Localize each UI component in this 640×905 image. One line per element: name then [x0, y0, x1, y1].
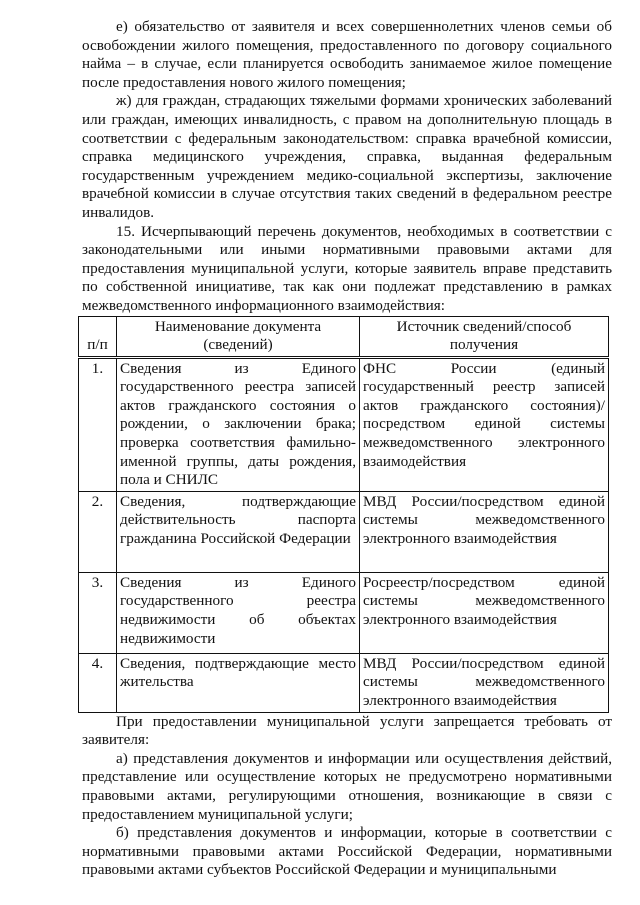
table-header-row — [79, 316, 609, 357]
header-source: Источник сведений/способ получения — [360, 316, 609, 357]
table-row — [79, 653, 609, 712]
paragraph-a: а) представления документов и информации или осуществления действий, представление или осуществление которых не предусмотрено нормативными правовыми актами, регулирующими отношения, возникающие в связи с предоставлением муниципальной услуги; — [82, 749, 612, 823]
row-number: 3. — [79, 572, 117, 653]
row-document: Сведения, подтверждающие действительность паспорта гражданина Российской Федерации — [117, 491, 360, 572]
row-document: Сведения из Единого государственного реестра недвижимости об объектах недвижимости — [117, 572, 360, 653]
paragraph-b: б) представления документов и информации, которые в соответствии с нормативными правовыми актами Российской Федерации, нормативными правовыми актами субъектов Российской Федерации и муниципальными — [82, 824, 612, 879]
paragraph-15: 15. Исчерпывающий перечень документов, необходимых в соответствии с законодательными или иными нормативными правовыми актами для предоставления муниципальной услуги, которые заявитель вправе представить по собственной инициативе, так как они подлежат представлению в рамках межведомственного информационного взаимодействия: — [82, 222, 612, 314]
paragraph-zh: ж) для граждан, страдающих тяжелыми формами хронических заболеваний или граждан, имеющих инвалидность, с правом на дополнительную площадь в соответствии с федеральным законодательством: справка врачебной комиссии, справка медицинского учреждения, справка, выданная федеральным государственным учреждением медико-социальной экспертизы, заключение врачебной комиссии в случае отсутствия таких сведений в федеральном реестре инвалидов. — [82, 92, 612, 221]
row-document: Сведения из Единого государственного реестра записей актов гражданского состояния о рождении, о заключении брака; проверка соответствия фамильно-именной группы, даты рождения, пола и СНИЛС — [117, 357, 360, 491]
table-row — [79, 357, 609, 491]
table-row — [79, 572, 609, 653]
row-document: Сведения, подтверждающие место жительства — [117, 653, 360, 712]
paragraph-e: е) обязательство от заявителя и всех совершеннолетних членов семьи об освобождении жилого помещения, предоставленного по договору социального найма – в случае, если планируется освободить занимаемое жилое помещение после предоставления нового жилого помещения; — [82, 18, 612, 91]
table-row — [79, 491, 609, 572]
row-number: 4. — [79, 653, 117, 712]
row-number: 2. — [79, 491, 117, 572]
header-number: п/п — [79, 316, 117, 357]
row-source: МВД России/посредством единой системы межведомственного электронного взаимодействия — [360, 491, 609, 572]
row-number: 1. — [79, 357, 117, 491]
row-source: МВД России/посредством единой системы межведомственного электронного взаимодействия — [360, 653, 609, 712]
row-source: Росреестр/посредством единой системы межведомственного электронного взаимодействия — [360, 572, 609, 653]
documents-table — [78, 316, 609, 713]
paragraph-prohibition: При предоставлении муниципальной услуги запрещается требовать от заявителя: — [82, 712, 612, 749]
row-source: ФНС России (единый государственный реестр записей актов гражданского состояния)/посредством единой системы межведомственного электронного взаимодействия — [360, 357, 609, 491]
header-document-name: Наименование документа (сведений) — [117, 316, 360, 357]
